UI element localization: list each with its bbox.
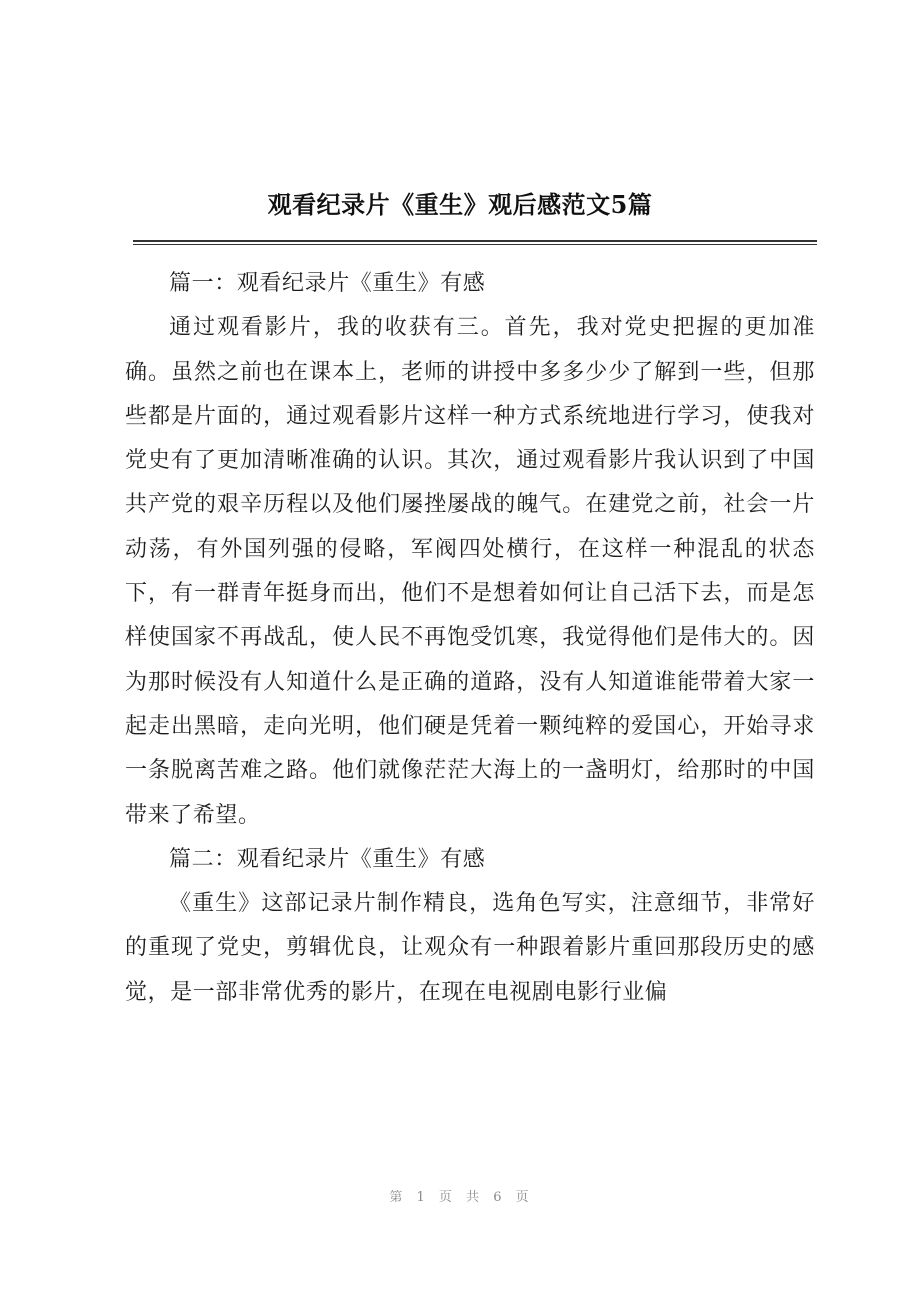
- document-body: [125, 262, 815, 1015]
- section-heading-1: 篇一：观看纪录片《重生》有感: [169, 271, 486, 296]
- page-number-footer: 第 1 页 共 6 页: [389, 1190, 531, 1205]
- body-paragraph-2: 《重生》这部记录片制作精良，选角色写实，注意细节，非常好的重现了党史，剪辑优良，让观众有一种跟着影片重回那段历史的感觉，是一部非常优秀的影片，在现在电视剧电影行业偏: [125, 891, 815, 1005]
- page-title: 观看纪录片《重生》观后感范文5篇: [267, 190, 653, 219]
- section-heading-2: 篇二：观看纪录片《重生》有感: [169, 846, 486, 872]
- body-paragraph-1: 通过观看影片，我的收获有三。首先，我对党史把握的更加准确。虽然之前也在课本上，老师的讲授中多多少少了解到一些，但那些都是片面的，通过观看影片这样一种方式系统地进行学习，使我对党史有了更加清晰准确的认识。其次，通过观看影片我认识到了中国共产党的艰辛历程以及他们屡挫屡战的魄气。在建党之前，社会一片动荡，有外国列强的侵略，军阀四处横行，在这样一种混乱的状态下，有一群青年挺身而出，他们不是想着如何让自己活下去，而是怎样使国家不再战乱，使人民不再饱受饥寒，我觉得他们是伟大的。因为那时候没有人知道什么是正确的道路，没有人知道谁能带着大家一起走出黑暗，走向光明，他们硬是凭着一颗纯粹的爱国心，开始寻求一条脱离苦难之路。他们就像茫茫大海上的一盏明灯，给那时的中国带来了希望。: [125, 315, 815, 828]
- title-double-rule: [133, 240, 817, 245]
